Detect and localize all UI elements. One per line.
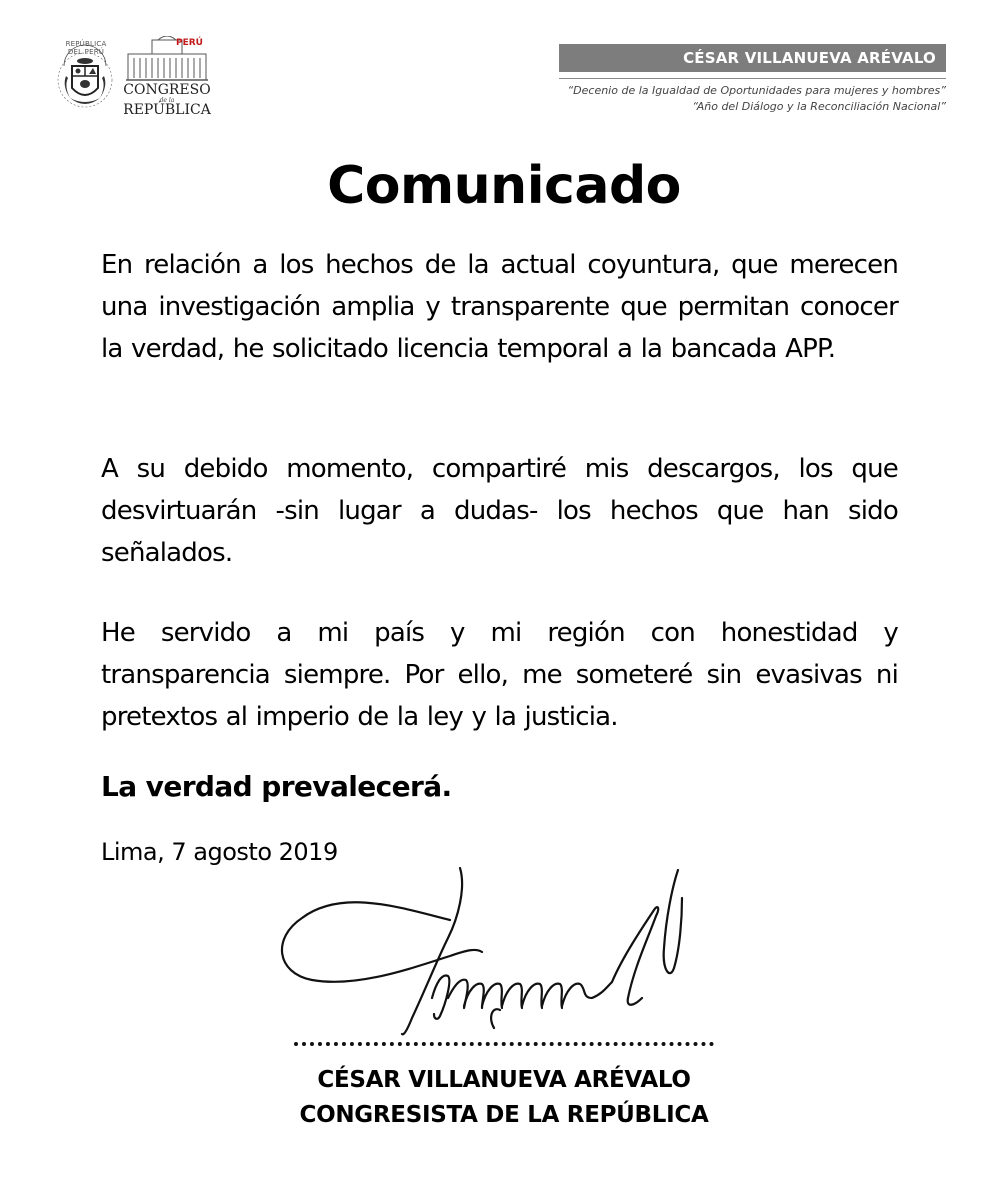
paragraph-2: A su debido momento, compartiré mis descargos, los que desvirtuarán -sin lugar a dudas- los hechos que han sido señalados. — [101, 454, 898, 568]
signature-line — [294, 1042, 714, 1046]
year-slogan: “Año del Diálogo y la Reconciliación Nacional” — [692, 100, 946, 113]
logo-republica-word: REPÚBLICA — [123, 102, 211, 118]
logo-connector: de la — [159, 97, 175, 104]
paragraph-1: En relación a los hechos de la actual coyuntura, que merecen una investigación amplia y transparente que permitan conocer la verdad, he solicitado licencia temporal a la bancada APP. — [101, 250, 898, 364]
decade-slogan: “Decenio de la Igualdad de Oportunidades para mujeres y hombres” — [567, 84, 946, 97]
peru-coat-of-arms-logo — [56, 36, 114, 120]
logo-country-label: PERÚ — [176, 38, 203, 48]
signer-role: CONGRESISTA DE LA REPÚBLICA — [299, 1102, 709, 1128]
congreso-logo — [122, 36, 212, 120]
logo-congreso-word: CONGRESO — [123, 82, 211, 98]
shield-logo-caption: REPÚBLICA DEL PERÚ — [65, 40, 107, 56]
paragraph-3: He servido a mi país y mi región con honestidad y transparencia siempre. Por ello, me someteré sin evasivas ni pretextos al imperio de la ley y la justicia. — [101, 618, 898, 732]
header-divider — [559, 78, 946, 79]
handwritten-signature — [262, 848, 732, 1048]
header-name-banner: CÉSAR VILLANUEVA ARÉVALO — [559, 44, 946, 72]
signer-name: CÉSAR VILLANUEVA ARÉVALO — [317, 1067, 691, 1093]
document-title: Comunicado — [327, 156, 681, 216]
header-logos — [56, 36, 216, 126]
closing-statement: La verdad prevalecerá. — [101, 770, 452, 803]
dateline: Lima, 7 agosto 2019 — [101, 838, 338, 866]
